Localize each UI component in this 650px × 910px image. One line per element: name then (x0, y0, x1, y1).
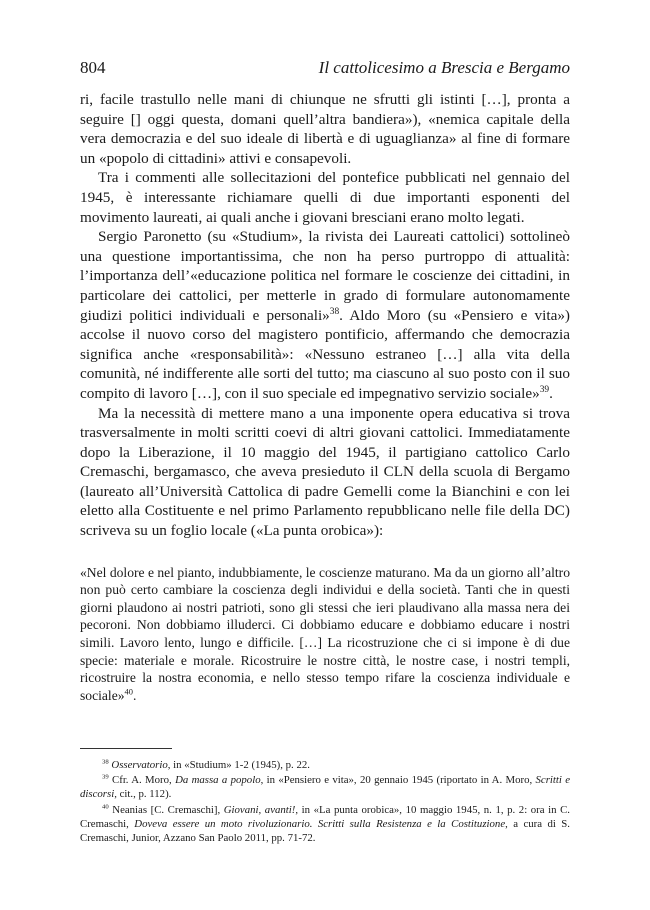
footnote (80, 773, 570, 801)
block-quote (80, 564, 570, 705)
footnote-title: Giovani, avanti! (223, 803, 296, 816)
footnote-title: Da massa a popolo (175, 774, 261, 787)
document-page (80, 58, 571, 845)
footnote-ref: 38 (329, 306, 340, 317)
footnote-text: , in «La punta orobica», 10 maggio 1945, n. 1, p. 2: ora in C. Cremaschi, (80, 803, 570, 830)
footnote-text: , in «Studium» 1-2 (1945), p. 22. (167, 759, 310, 771)
footnote-text: , a cura di S. Cremaschi, Junior, Azzano San Paolo 2011, pp. 71-72. (80, 817, 570, 845)
paragraph-text: . (549, 384, 553, 402)
running-title: Il cattolicesimo a Brescia e Bergamo (318, 58, 570, 77)
page-number: 804 (80, 58, 106, 77)
paragraph-text: Sergio Paronetto (su «Studium», la rivista dei Laureati cattolici) sottolineò una questione importantissima, che non ha perso purtroppo di attualità: l’importanza dell’«educazione politica nel formare le coscienze dei cittadini, in particolare dei cattolici, per metterle in grado di formulare autonomamente giudizi politici individuali e personali» (80, 228, 570, 324)
footnote-text: , cit., p. 112). (114, 788, 172, 801)
quote-text: «Nel dolore e nel pianto, indubbiamente, le coscienze maturano. Ma da un giorno all’altro non può certo cambiare la coscienza degli individui e della società. Tanti che in questi giorni plaudono ai nostri patrioti, sono gli stessi che ieri plaudivano alla massa nera dei pecoroni. Non dobbiamo illuderci. Ci dobbiamo educare e dobbiamo educare i nostri simili. Lavoro lento, lungo e difficile. […] La ricostruzione che ci si impone è di due specie: materiale e morale. Ricostruire le nostre città, le nostre case, i nostri templi, ricostruire la nostra economia, e nello stesso tempo rifare la coscienza individuale e sociale» (80, 564, 570, 703)
paragraph (80, 227, 570, 403)
footnote-title: Doveva essere un moto rivoluzionario. Scritti sulla Resistenza e la Costituzione (134, 817, 506, 830)
footnote-ref: 40 (124, 686, 133, 697)
body-text (80, 90, 570, 541)
footnote-number: 40 (102, 803, 109, 811)
footnote-number: 38 (102, 758, 109, 766)
footnote-text: , in «Pensiero e vita», 20 gennaio 1945 (riportato in A. Moro, (260, 774, 536, 787)
footnote-text: Neanias [C. Cremaschi], (112, 803, 224, 816)
quote-paragraph (80, 564, 570, 705)
footnotes (80, 748, 570, 846)
paragraph: ri, facile trastullo nelle mani di chiunque ne sfrutti gli istinti […], pronta a seguire [] oggi questa, domani quell’altra bandiera»), «nemica capitale della vera democrazia e del suo ideale di libertà e di uguaglianza» al fine di formare un «popolo di cittadini» attivi e consapevoli. (80, 91, 570, 167)
page-header (80, 58, 570, 78)
footnote (80, 803, 570, 846)
footnote-title: Scritti e discorsi (80, 774, 571, 801)
footnote-number: 39 (102, 773, 109, 781)
footnote (80, 758, 570, 772)
footnote-text: Cfr. A. Moro, (112, 774, 176, 787)
footnote-divider (80, 748, 172, 749)
footnote-ref: 39 (539, 384, 550, 395)
paragraph-text: . Aldo Moro (su «Pensiero e vita») accolse il nuovo corso del magistero pontificio, affermando che democrazia significa anche «responsabilità»: «Nessuno estraneo […] alla vita della comunità, né indifferente alle sorti del tutto; ma ciascuno al suo posto con il suo compito di lavoro […], con il suo speciale ed impegnativo servizio sociale» (80, 306, 570, 402)
quote-text: . (132, 687, 137, 703)
footnote-title: Osservatorio (111, 759, 168, 771)
paragraph: Ma la necessità di mettere mano a una imponente opera educativa si trova trasversalmente in molti scritti coevi di altri giovani cattolici. Immediatamente dopo la Liberazione, il 10 maggio del 1945, il partigiano cattolico Carlo Cremaschi, bergamasco, che aveva presieduto il CLN della scuola di Bergamo (laureato all’Università Cattolica di padre Gemelli come la Bianchini e con lei eletto alla Costituente e nel primo Parlamento repubblicano nelle file della DC) scriveva su un foglio locale («La punta orobica»): (80, 404, 570, 540)
paragraph: Tra i commenti alle sollecitazioni del pontefice pubblicati nel gennaio del 1945, è interessante richiamare quelli di due importanti esponenti del movimento laureati, ai quali anche i giovani bresciani erano molto legati. (80, 169, 570, 226)
